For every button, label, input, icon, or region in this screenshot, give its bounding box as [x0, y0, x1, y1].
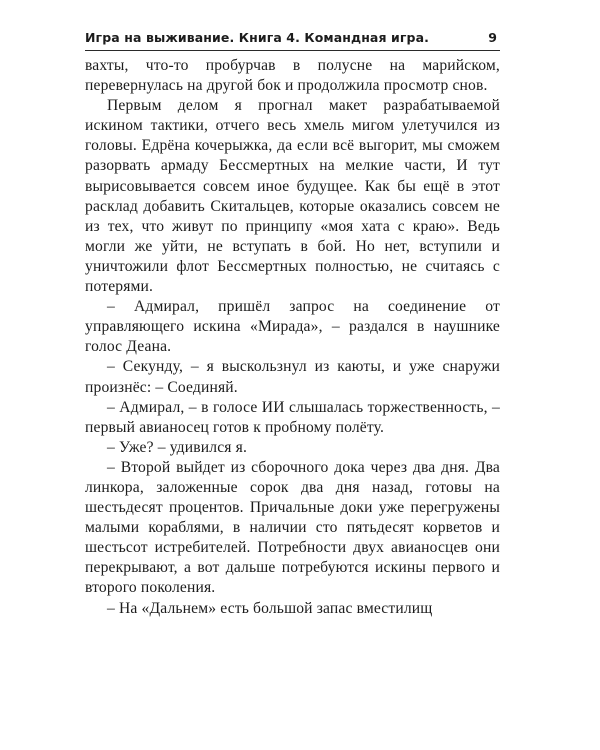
dialogue-line: – Адмирал, пришёл запрос на соединение от управляющего искина «Мирада», – раздался в наушнике голос Деана. — [85, 298, 500, 356]
page-body — [85, 56, 500, 619]
dialogue-line: – Второй выйдет из сборочного дока через два дня. Два линкора, заложенные сорок два дня назад, готовы на шестьдесят процентов. Причальные доки уже перегружены малыми кораблями, в наличии сто пятьдесят корветов и шестьсот истребителей. Потребности двух авианосцев они перекрывают, а вот дальше потребуются искины первого и второго поколения. — [85, 458, 500, 597]
dialogue-line: – Адмирал, – в голосе ИИ слышалась торжественность, – первый авианосец готов к пробному полёту. — [85, 398, 500, 436]
dialogue-line: – Секунду, – я выскользнул из каюты, и уже снаружи произнёс: – Соединяй. — [85, 358, 500, 396]
paragraph: Первым делом я прогнал макет разрабатываемой искином тактики, отчего весь хмель мигом улетучился из головы. Едрёна кочерыжка, да если всё выгорит, мы сможем разорвать армаду Бессмертных на мелкие части, И тут вырисовывается совсем иное будущее. Как бы ещё в этот расклад добавить Скитальцев, которые оказались совсем не из тех, что живут по принципу «моя хата с краю». Ведь могли же уйти, не вступать в бой. Но нет, вступили и уничтожили флот Бессмертных полностью, не считаясь с потерями. — [85, 97, 500, 296]
running-header — [85, 30, 500, 51]
dialogue-line: – Уже? – удивился я. — [107, 438, 248, 456]
dialogue-line: – На «Дальнем» есть большой запас вместилищ — [107, 599, 433, 617]
book-title: Игра на выживание. Книга 4. Командная игра. — [85, 30, 429, 45]
page-number: 9 — [488, 30, 497, 45]
book-page — [85, 30, 500, 619]
paragraph-continuation: вахты, что-то пробурчав в полусне на марийском, перевернулась на другой бок и продолжила просмотр снов. — [85, 57, 500, 95]
